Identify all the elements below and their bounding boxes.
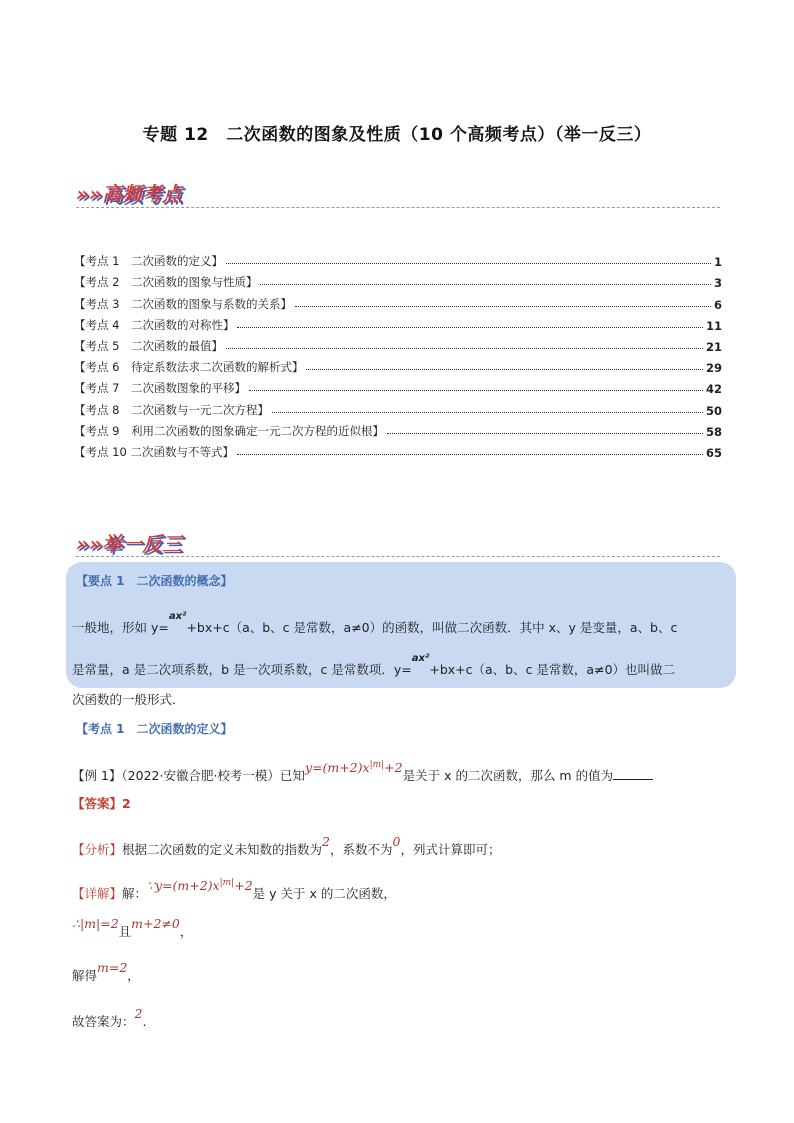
toc-entry[interactable]: [74, 439, 722, 460]
toc-page-number: 11: [705, 318, 722, 333]
toc-entry[interactable]: [74, 418, 722, 439]
toc-label: 【考点 3 二次函数的图象与系数的关系】: [74, 296, 292, 311]
toc-label: 【考点 9 利用二次函数的图象确定一元二次方程的近似根】: [74, 423, 384, 438]
toc-entry[interactable]: [74, 396, 722, 417]
formula-exponent: |m|: [369, 759, 385, 770]
formula-text: +2: [234, 878, 253, 893]
toc-leader: [306, 369, 703, 370]
key-point-title: 【要点 1 二次函数的概念】: [76, 574, 233, 588]
page-title: 专题 12 二次函数的图象及性质（10 个高频考点）（举一反三）: [142, 125, 652, 145]
answer-tag: 【答案】: [72, 796, 123, 811]
math-expression: m=2: [97, 960, 128, 975]
key-point-line-3: 次函数的一般形式．: [72, 692, 185, 707]
banner-high-frequency: »»高频考点: [76, 182, 182, 206]
toc-label: 【考点 6 待定系数法求二次函数的解析式】: [74, 360, 304, 375]
text: 是关于 x 的二次函数，那么 m 的值为: [402, 768, 614, 783]
key-point-line-1: [72, 610, 678, 636]
toc-leader: [387, 433, 703, 434]
text: 且: [118, 924, 132, 939]
formula-ax2: ax²: [168, 610, 187, 622]
toc-leader: [237, 327, 703, 328]
toc-leader: [249, 390, 703, 391]
formula-text: y=(m+2)x: [304, 760, 370, 775]
formula-text: +2: [384, 760, 403, 775]
toc-leader: [226, 263, 711, 264]
answer-value: 2: [122, 796, 131, 811]
step-1: [72, 916, 193, 940]
toc-entry[interactable]: [74, 354, 722, 375]
toc-page-number: 42: [705, 382, 722, 397]
section-title: 【考点 1 二次函数的定义】: [76, 722, 233, 736]
analysis-tag: 【分析】: [72, 842, 123, 857]
banner-examples: »»举一反三: [76, 532, 182, 556]
toc-leader: [237, 454, 703, 455]
text: ，列式计算即可；: [400, 842, 501, 857]
toc-leader: [272, 412, 703, 413]
text: 是 y 关于 x 的二次函数，: [252, 886, 396, 901]
toc-entry[interactable]: [74, 269, 722, 290]
text: 解得: [72, 968, 98, 983]
formula-ax2: ax²: [411, 652, 430, 664]
toc-label: 【考点 2 二次函数的图象与性质】: [74, 275, 258, 290]
example-formula: [305, 760, 403, 775]
text: ，系数不为: [329, 842, 393, 857]
answer-line: [72, 794, 131, 812]
toc-page-number: 29: [705, 361, 722, 376]
toc-entry[interactable]: [74, 290, 722, 311]
step-3: [72, 1006, 147, 1030]
toc-label: 【考点 4 二次函数的对称性】: [74, 317, 235, 332]
text: .: [142, 1014, 147, 1029]
toc-page-number: 58: [705, 424, 722, 439]
text: 故答案为：: [72, 1014, 135, 1029]
divider: [76, 207, 720, 208]
math-number: 2: [322, 834, 330, 849]
text: 一般地，形如 y=: [72, 620, 169, 635]
text: ，: [127, 968, 140, 983]
detail-tag: 【详解】: [72, 886, 123, 901]
detail-formula: [147, 878, 253, 893]
toc-page-number: 6: [713, 297, 722, 312]
key-point-line-2: [72, 652, 676, 678]
toc-label: 【考点 7 二次函数图象的平移】: [74, 381, 246, 396]
step-2: [72, 960, 140, 984]
detail-line: [72, 877, 396, 902]
text: +bx+c（a、b、c 是常数，a≠0）的函数，叫做二次函数．其中 x、y 是变量，a、b、c: [186, 620, 678, 635]
math-expression: ∴|m|=2: [72, 916, 119, 931]
text: 是常量，a 是二次项系数，b 是一次项系数，c 是常数项．y=: [72, 662, 412, 677]
text: 根据二次函数的定义未知数的指数为: [122, 842, 323, 857]
table-of-contents: [74, 248, 722, 460]
example-1: [72, 759, 653, 784]
formula-exponent: |m|: [219, 877, 235, 888]
text: ，: [179, 924, 193, 939]
toc-leader: [226, 348, 703, 349]
toc-page-number: 65: [705, 445, 722, 460]
toc-leader: [295, 306, 711, 307]
toc-page-number: 3: [713, 276, 722, 291]
toc-entry[interactable]: [74, 375, 722, 396]
math-number: 0: [392, 834, 401, 849]
answer-blank: [613, 779, 653, 780]
math-expression: m+2≠0: [131, 916, 180, 931]
toc-page-number: 21: [705, 339, 722, 354]
toc-entry[interactable]: [74, 312, 722, 333]
toc-label: 【考点 5 二次函数的最值】: [74, 338, 223, 353]
text: 解：: [122, 886, 148, 901]
analysis-line: [72, 834, 501, 858]
toc-page-number: 50: [705, 403, 722, 418]
toc-label: 【考点 8 二次函数与一元二次方程】: [74, 402, 269, 417]
divider: [76, 556, 720, 557]
example-label: 【例 1】（2022·安徽合肥·校考一模）已知: [72, 768, 305, 783]
math-expression: 2: [134, 1006, 143, 1021]
toc-entry[interactable]: [74, 333, 722, 354]
formula-text: ∵y=(m+2)x: [147, 878, 220, 893]
toc-entry[interactable]: [74, 248, 722, 269]
text: +bx+c（a、b、c 是常数，a≠0）也叫做二: [429, 662, 676, 677]
toc-leader: [260, 284, 711, 285]
toc-page-number: 1: [713, 255, 722, 270]
toc-label: 【考点 1 二次函数的定义】: [74, 254, 223, 269]
toc-label: 【考点 10 二次函数与不等式】: [74, 444, 234, 459]
